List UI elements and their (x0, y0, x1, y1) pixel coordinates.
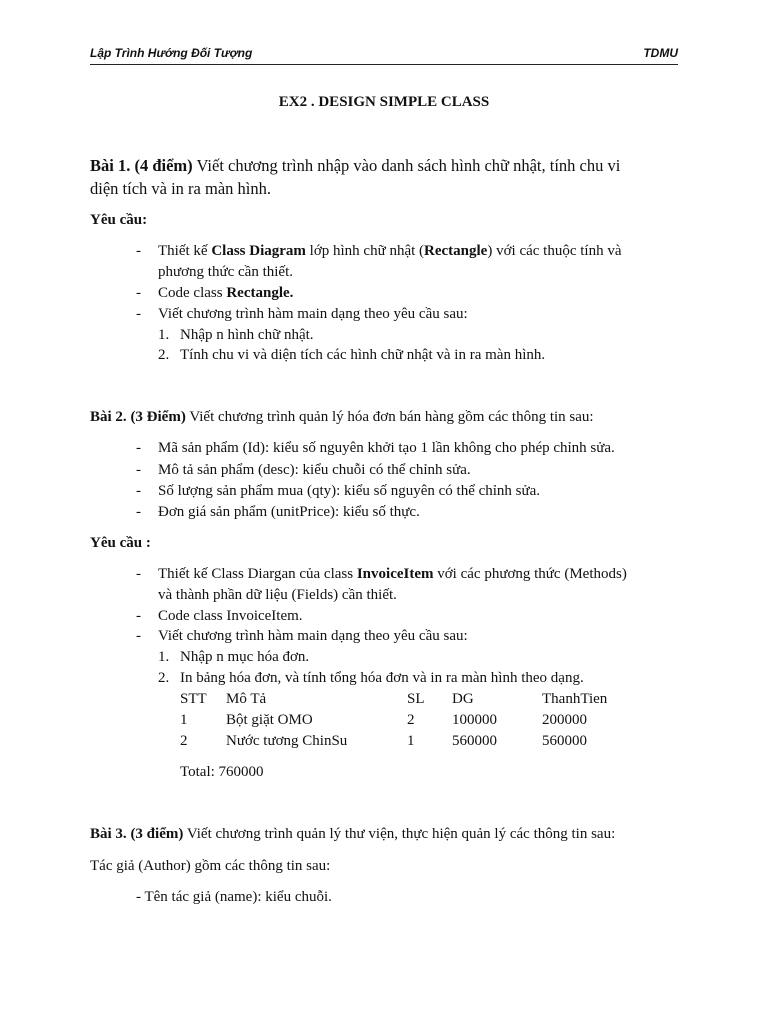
list-bullet: - (136, 566, 141, 582)
bai1-requirement-1-line2: phương thức cần thiết. (158, 264, 293, 280)
bai2-step-1: Nhập n mục hóa đơn. (180, 649, 310, 665)
list-number: 2. (158, 670, 170, 686)
table-cell: 2 (180, 733, 188, 749)
page-header (90, 46, 678, 60)
text-span: ) với các thuộc tính và (487, 243, 622, 259)
table-cell: 2 (407, 712, 415, 728)
list-bullet: - (136, 504, 141, 520)
bai2-field-item: Mã sản phẩm (Id): kiểu số nguyên khởi tạo 1 lần không cho phép chỉnh sửa. (158, 440, 615, 456)
list-number: 1. (158, 649, 170, 665)
bai1-step-2: Tính chu vi và diện tích các hình chữ nhật và in ra màn hình. (180, 347, 546, 363)
bai2-requirements-heading: Yêu cầu : (90, 535, 151, 551)
bai2-requirement-2: Code class InvoiceItem. (158, 608, 303, 624)
header-institution: TDMU (643, 46, 678, 60)
table-header-cell: DG (452, 691, 474, 707)
bai2-description (90, 409, 594, 426)
list-bullet: - (136, 243, 141, 259)
table-header-cell: ThanhTien (542, 691, 608, 707)
bold-span: Rectangle. (226, 285, 294, 301)
table-cell: 200000 (542, 712, 587, 728)
list-bullet: - (136, 628, 141, 644)
bai2-step-2: In bảng hóa đơn, và tính tổng hóa đơn và in ra màn hình theo dạng. (180, 670, 584, 686)
table-header-cell: STT (180, 691, 207, 707)
table-header-cell: SL (407, 691, 425, 707)
table-cell: 1 (180, 712, 188, 728)
table-cell: 560000 (452, 733, 497, 749)
table-header-cell: Mô Tả (226, 691, 267, 707)
bold-span: InvoiceItem (356, 566, 434, 582)
text-span: lớp hình chữ nhật ( (305, 243, 425, 259)
bold-span: Class Diagram (211, 243, 306, 259)
bai3-description (90, 826, 615, 843)
bai1-requirements-heading: Yêu cầu: (90, 212, 148, 228)
table-cell: 560000 (542, 733, 587, 749)
table-cell: 1 (407, 733, 415, 749)
bai1-label: Bài 1. (90, 156, 131, 175)
bai2-requirement-3: Viết chương trình hàm main dạng theo yêu cầu sau: (158, 628, 468, 644)
bold-span: Rectangle (424, 243, 488, 259)
bai2-points: (3 Điểm) (130, 409, 186, 425)
list-bullet: - (136, 440, 141, 456)
list-bullet: - (136, 306, 141, 322)
invoice-total: Total: 760000 (180, 764, 264, 780)
list-bullet: - (136, 608, 141, 624)
table-cell: Bột giặt OMO (226, 712, 313, 728)
bai3-desc: Viết chương trình quản lý thư viện, thực hiện quản lý các thông tin sau: (183, 826, 616, 842)
bai1-desc-line2: diện tích và in ra màn hình. (90, 179, 271, 198)
bai1-desc-line1: Viết chương trình nhập vào danh sách hình chữ nhật, tính chu vi (192, 156, 621, 175)
table-cell: Nước tương ChinSu (226, 733, 348, 749)
bai1-step-1: Nhập n hình chữ nhật. (180, 327, 314, 343)
list-bullet: - (136, 285, 141, 301)
header-divider (90, 64, 678, 65)
list-number: 1. (158, 327, 170, 343)
table-cell: 100000 (452, 712, 497, 728)
text-span: Thiết kế Class Diargan của class (158, 566, 357, 582)
bai3-points: (3 điểm) (130, 826, 184, 842)
bai1-requirement-3: Viết chương trình hàm main dạng theo yêu cầu sau: (158, 306, 468, 322)
text-span: Code class (158, 285, 227, 301)
text-span: Thiết kế (158, 243, 212, 259)
list-bullet: - (136, 462, 141, 478)
bai1-description (90, 156, 620, 176)
header-course-title: Lập Trình Hướng Đối Tượng (90, 46, 253, 60)
bai2-field-item: Đơn giá sản phẩm (unitPrice): kiểu số thực. (158, 504, 420, 520)
bai3-author-intro: Tác giả (Author) gồm các thông tin sau: (90, 858, 331, 874)
bai1-requirement-2 (158, 285, 293, 302)
bai2-requirement-1-line2: và thành phần dữ liệu (Fields) cần thiết. (158, 587, 397, 603)
bai3-author-name-field: - Tên tác giả (name): kiểu chuỗi. (136, 889, 332, 905)
text-span: với các phương thức (Methods) (433, 566, 627, 582)
list-bullet: - (136, 483, 141, 499)
list-number: 2. (158, 347, 170, 363)
page-title: EX2 . DESIGN SIMPLE CLASS (278, 94, 490, 110)
bai2-label: Bài 2. (90, 409, 127, 425)
bai2-field-item: Mô tả sản phẩm (desc): kiểu chuỗi có thể chỉnh sửa. (158, 462, 471, 478)
bai2-requirement-1 (158, 566, 627, 583)
bai2-desc: Viết chương trình quản lý hóa đơn bán hàng gồm các thông tin sau: (185, 409, 594, 425)
bai1-requirement-1 (158, 243, 621, 260)
bai1-points: (4 điểm) (134, 156, 193, 175)
bai3-label: Bài 3. (90, 826, 127, 842)
bai2-field-item: Số lượng sản phẩm mua (qty): kiểu số nguyên có thể chỉnh sửa. (158, 483, 541, 499)
